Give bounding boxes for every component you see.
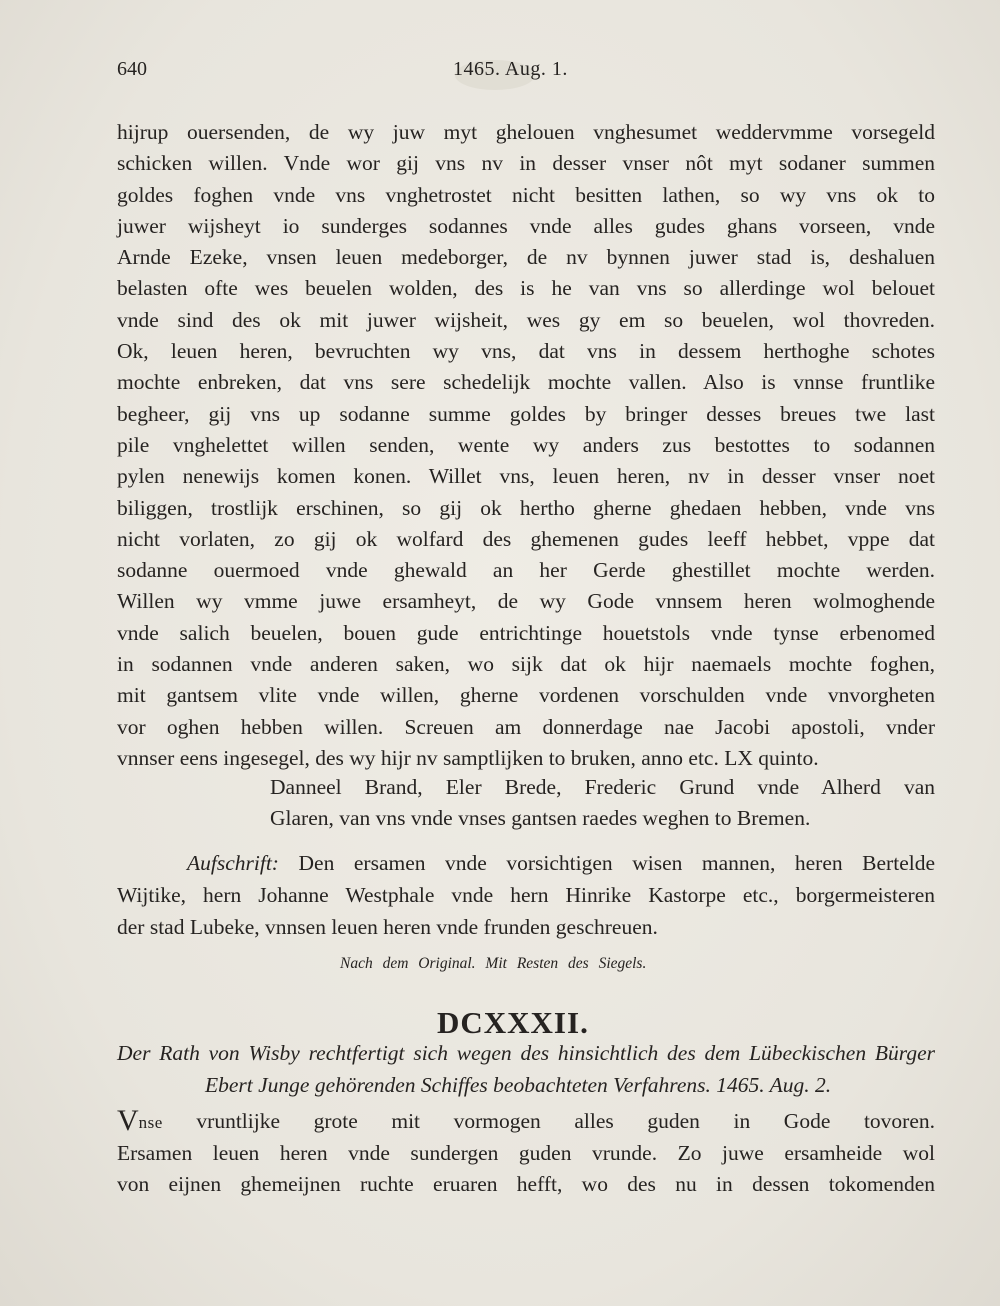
document-number: DCXXXII. (437, 1005, 589, 1040)
letter-line: mit gantsem vlite vnde willen, gherne vordenen vorschulden vnde vnvorgheten (117, 683, 935, 708)
letter-line: sodanne ouermoed vnde ghewald an her Gerde ghestillet mochte werden. (117, 558, 935, 583)
letter-line: pylen nenewijs komen konen. Willet vns, leuen heren, nv in desser vnser noet (117, 464, 935, 489)
letter-line: pile vnghelettet willen senden, wente wy anders zus bestottes to sodannen (117, 432, 935, 457)
letter-body (117, 117, 935, 774)
letter-line: vnde salich beuelen, bouen gude entrichtinge houetstols vnde tynse erbenomed (117, 620, 935, 645)
summary-line: Der Rath von Wisby rechtfertigt sich wegen des hinsichtlich des dem Lübeckischen Bürger (117, 1041, 935, 1065)
letter-line: belasten ofte wes beuelen wolden, des is he van vns so allerdinge wol belouet (117, 276, 935, 301)
superscription-line (117, 847, 935, 879)
source-note: Nach dem Original. Mit Resten des Siegels. (340, 955, 647, 972)
signatory-line: Danneel Brand, Eler Brede, Frederic Grund vnde Alherd van (270, 775, 935, 799)
page-number: 640 (117, 58, 147, 80)
letter-line-text: vruntlijke grote mit vormogen alles guden in Gode tovoren. (162, 1109, 935, 1133)
signatory-line: Glaren, van vns vnde vnses gantsen raedes weghen to Bremen. (270, 806, 811, 831)
superscription-label: Aufschrift: (187, 851, 279, 875)
letter-line (117, 1106, 935, 1138)
signatories (270, 772, 935, 835)
letter-line: Ersamen leuen heren vnde sundergen guden vrunde. Zo juwe ersamheide wol (117, 1140, 935, 1165)
letter-line: begheer, gij vns up sodanne summe goldes by bringer desses breues twe last (117, 401, 935, 426)
superscription-text: Den ersamen vnde vorsichtigen wisen mannen, heren Bertelde (298, 851, 936, 875)
running-head-date: 1465. Aug. 1. (453, 58, 568, 80)
letter-line: mochte enbreken, dat vns sere schedelijk mochte vallen. Also is vnnse fruntlike (117, 370, 935, 395)
letter-line: hijrup ouersenden, de wy juw myt ghelouen vnghesumet weddervmme vorsegeld (117, 120, 935, 144)
initial-letter: V (117, 1104, 139, 1137)
summary-line: Ebert Junge gehörenden Schiffes beobachteten Verfahrens. 1465. Aug. 2. (205, 1073, 832, 1097)
document-summary (117, 1037, 935, 1101)
letter-line: juwer wijsheyt io sunderges sodannes vnde alles gudes ghans vorseen, vnde (117, 213, 935, 238)
letter-line: vor oghen hebben willen. Screuen am donnerdage nae Jacobi apostoli, vnder (117, 714, 935, 739)
letter-line: vnde sind des ok mit juwer wijsheit, wes gy em so beuelen, wol thovreden. (117, 307, 935, 332)
superscription-line: Wijtike, hern Johanne Westphale vnde hern Hinrike Kastorpe etc., borgermeisteren (117, 883, 935, 907)
letter-line: Willen wy vmme juwe ersamheyt, de wy Gode vnnsem heren wolmoghende (117, 589, 935, 614)
letter-line: von eijnen ghemeijnen ruchte eruaren hefft, wo des nu in dessen tokomenden (117, 1172, 935, 1196)
letter-line: nicht vorlaten, zo gij ok wolfard des ghemenen gudes leeff hebbet, vppe dat (117, 526, 935, 551)
second-letter-body (117, 1106, 935, 1201)
letter-line: goldes foghen vnde vns vnghetrostet nicht besitten lathen, so wy vns ok to (117, 182, 935, 207)
page-header (117, 58, 938, 88)
superscription (117, 847, 935, 943)
letter-line: schicken willen. Vnde wor gij vns nv in desser vnser nôt myt sodaner summen (117, 151, 935, 176)
letter-line: Arnde Ezeke, vnsen leuen medeborger, de nv bynnen juwer stad is, deshaluen (117, 245, 935, 270)
initial-rest: nse (138, 1113, 163, 1132)
letter-line: Ok, leuen heren, bevruchten wy vns, dat vns in dessem herthoghe schotes (117, 339, 935, 364)
letter-line: in sodannen vnde anderen saken, wo sijk dat ok hijr naemaels mochte foghen, (117, 652, 935, 677)
letter-line: biliggen, trostlijk erschinen, so gij ok hertho gherne ghedaen hebben, vnde vns (117, 495, 935, 520)
superscription-line: der stad Lubeke, vnnsen leuen heren vnde frunden geschreuen. (117, 915, 658, 939)
letter-line: vnnser eens ingesegel, des wy hijr nv samptlijken to bruken, anno etc. LX quinto. (117, 745, 819, 770)
